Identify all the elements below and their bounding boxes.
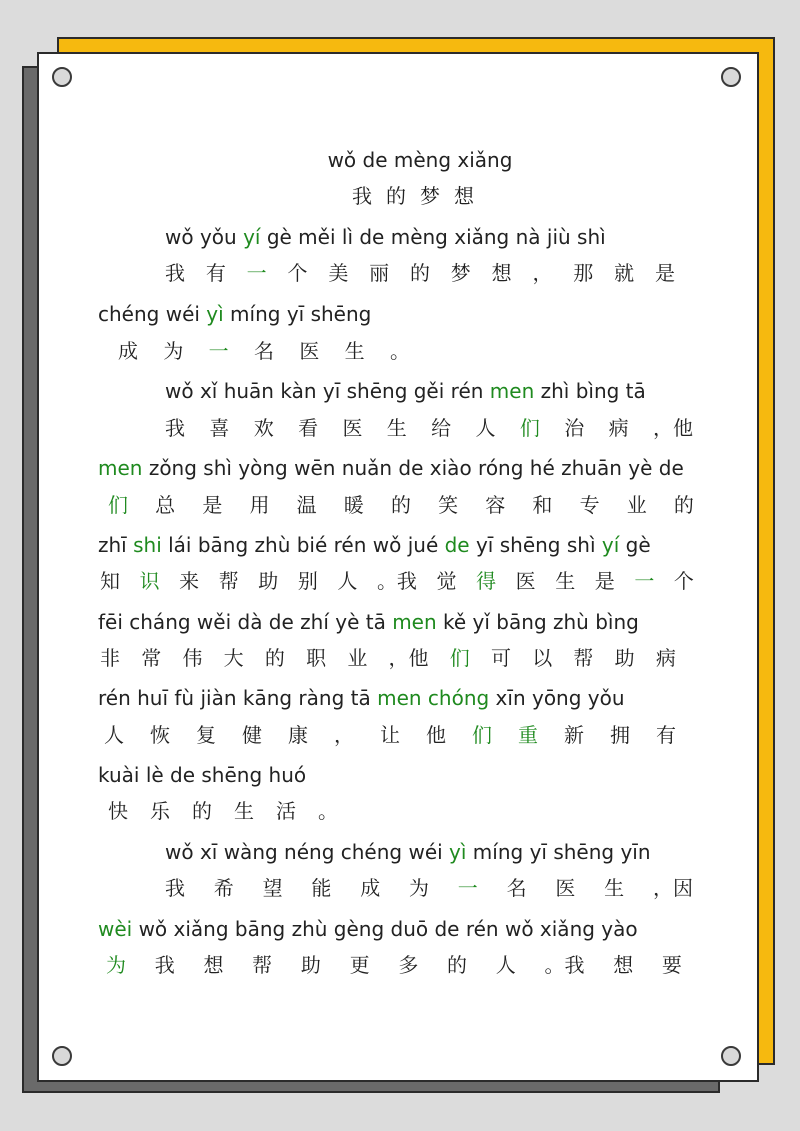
hanzi-char: 个 [673, 569, 694, 593]
hanzi-line [100, 644, 676, 672]
title-pinyin: wǒ de mèng xiǎng [327, 148, 513, 172]
hanzi-char: ，他 [652, 416, 693, 440]
hanzi-char: 温 [296, 493, 317, 517]
pinyin-highlight: men [489, 379, 535, 403]
pinyin-highlight: men [392, 610, 437, 634]
hanzi-char: 的 [192, 799, 212, 823]
hanzi-line [165, 874, 693, 902]
pinyin-highlight: yí [601, 533, 620, 557]
pinyin-line: kuài lè de shēng huó [98, 763, 307, 787]
hanzi-char: 病 [608, 416, 629, 440]
pinyin-text: kě yǐ bāng zhù bìng [436, 610, 639, 634]
hanzi-char: 我 [154, 953, 175, 977]
hanzi-line [118, 337, 410, 365]
pinyin-line [98, 608, 698, 636]
hanzi-char: 的 [264, 646, 285, 670]
hanzi-char-highlight: 识 [139, 569, 160, 593]
hanzi-char: 医 [299, 339, 320, 363]
hanzi-char: 他 [426, 723, 446, 747]
hanzi-char-highlight: 一 [246, 261, 267, 285]
pinyin-highlight: wèi [98, 917, 133, 941]
hanzi-char-highlight: 重 [518, 723, 538, 747]
hanzi-char: 想 [203, 953, 224, 977]
hanzi-char: 医 [515, 569, 536, 593]
hanzi-char: 是 [654, 261, 675, 285]
hanzi-char: 为 [163, 339, 184, 363]
pinyin-text: rén huī fù jiàn kāng ràng tā [98, 686, 378, 710]
hanzi-char: 的 [390, 493, 411, 517]
hanzi-line [106, 951, 682, 979]
hanzi-char: 。我 [544, 953, 585, 977]
hanzi-char: 新 [564, 723, 584, 747]
hanzi-char: 就 [614, 261, 635, 285]
hanzi-char: ， [334, 723, 354, 747]
hanzi-char: 能 [311, 876, 332, 900]
pinyin-text: chéng wéi [98, 302, 207, 326]
hanzi-char: 要 [661, 953, 682, 977]
pinyin-text: xīn yōng yǒu [489, 686, 625, 710]
hanzi-char: 想 [491, 261, 512, 285]
hanzi-char: 别 [297, 569, 318, 593]
hanzi-char-highlight: 一 [457, 876, 478, 900]
hanzi-char: 想 [613, 953, 634, 977]
hanzi-char: 可 [490, 646, 511, 670]
hanzi-char: 康 [288, 723, 308, 747]
pinyin-text: gè měi lì de mèng xiǎng nà jiù shì [260, 225, 606, 249]
pinyin-text: míng yī shēng yīn [466, 840, 651, 864]
hanzi-char: 那 [573, 261, 594, 285]
hanzi-char: ， [532, 261, 553, 285]
hanzi-char: 笑 [438, 493, 459, 517]
hanzi-char-highlight: 为 [106, 953, 126, 977]
hanzi-char: 喜 [209, 416, 230, 440]
hanzi-char: 的 [447, 953, 468, 977]
pinyin-line [98, 454, 698, 482]
title-hanzi: 我的梦想 [352, 184, 488, 208]
hanzi-char: 病 [655, 646, 676, 670]
hanzi-char: 望 [262, 876, 283, 900]
pinyin-highlight: men chóng [377, 686, 490, 710]
hanzi-char-highlight: 一 [208, 339, 229, 363]
hanzi-char: 有 [656, 723, 676, 747]
pinyin-text: yī shēng shì [469, 533, 602, 557]
hanzi-line [108, 797, 338, 825]
hanzi-char-highlight: 们 [472, 723, 492, 747]
hanzi-char: 恢 [150, 723, 170, 747]
hanzi-char: 为 [408, 876, 429, 900]
hanzi-char: 多 [398, 953, 419, 977]
hanzi-char: 更 [349, 953, 370, 977]
hanzi-char: 。 [389, 339, 410, 363]
hanzi-char: 人 [337, 569, 358, 593]
pinyin-text: míng yī shēng [223, 302, 372, 326]
hanzi-char: 业 [347, 646, 368, 670]
hanzi-char: 成 [360, 876, 381, 900]
pinyin-text: gè [619, 533, 651, 557]
hanzi-char: 帮 [573, 646, 594, 670]
hanzi-char: 欢 [253, 416, 274, 440]
hanzi-char: 。 [318, 799, 338, 823]
hanzi-char: 复 [196, 723, 216, 747]
hanzi-char: 容 [485, 493, 506, 517]
pinyin-text: zǒng shì yòng wēn nuǎn de xiào róng hé zhuān yè de [142, 456, 684, 480]
pinyin-highlight: yì [206, 302, 224, 326]
pinyin-text: lái bāng zhù bié rén wǒ jué [161, 533, 445, 557]
hanzi-char: 名 [506, 876, 527, 900]
pinyin-highlight: de [444, 533, 470, 557]
hanzi-char: 。我 [376, 569, 417, 593]
hanzi-char: 常 [141, 646, 162, 670]
hanzi-char: 帮 [218, 569, 239, 593]
hanzi-char: 觉 [436, 569, 457, 593]
hanzi-char: 暖 [343, 493, 364, 517]
hanzi-char-highlight: 一 [634, 569, 655, 593]
hanzi-char: 健 [242, 723, 262, 747]
hanzi-char: 来 [179, 569, 200, 593]
hanzi-char: 是 [594, 569, 615, 593]
pinyin-text: zhì bìng tā [534, 379, 646, 403]
hanzi-char: 和 [532, 493, 553, 517]
hanzi-char: 助 [258, 569, 279, 593]
hanzi-char: 我 [165, 416, 185, 440]
pinyin-text: zhī [98, 533, 134, 557]
hanzi-line [100, 567, 694, 595]
hanzi-char: 生 [344, 339, 365, 363]
hanzi-char: 快 [108, 799, 128, 823]
hanzi-char: 职 [306, 646, 327, 670]
pinyin-line [165, 223, 698, 251]
hanzi-char: 让 [380, 723, 400, 747]
hanzi-char: 伟 [182, 646, 203, 670]
hanzi-char: 梦 [450, 261, 471, 285]
hanzi-char: 成 [118, 339, 138, 363]
hanzi-char: 的 [409, 261, 430, 285]
hanzi-char: 生 [234, 799, 254, 823]
hanzi-char: 活 [276, 799, 296, 823]
hanzi-char: 用 [249, 493, 270, 517]
hanzi-char: 希 [213, 876, 234, 900]
hanzi-char: 丽 [369, 261, 390, 285]
pinyin-text: wǒ xǐ huān kàn yī shēng gěi rén [165, 379, 490, 403]
hanzi-char: 名 [253, 339, 274, 363]
hanzi-char: 非 [100, 646, 120, 670]
hanzi-line [165, 259, 675, 287]
hanzi-char: 专 [579, 493, 600, 517]
hanzi-line [104, 721, 676, 749]
hanzi-char: 乐 [150, 799, 170, 823]
hanzi-char: 看 [298, 416, 319, 440]
pinyin-highlight: shi [133, 533, 162, 557]
hanzi-char: 总 [155, 493, 176, 517]
pinyin-text: wǒ xī wàng néng chéng wéi [165, 840, 450, 864]
hanzi-char: 个 [287, 261, 308, 285]
hanzi-char: 知 [100, 569, 120, 593]
hanzi-char: 生 [555, 569, 576, 593]
pinyin-highlight: yí [243, 225, 261, 249]
hanzi-char: 美 [328, 261, 349, 285]
hanzi-char: 我 [165, 261, 185, 285]
hanzi-char: 给 [431, 416, 452, 440]
hanzi-char: 人 [104, 723, 124, 747]
pinyin-text: wǒ yǒu [165, 225, 244, 249]
pinyin-line [98, 531, 698, 559]
hanzi-char-highlight: 们 [519, 416, 540, 440]
hanzi-char-highlight: 们 [449, 646, 470, 670]
pinyin-line [98, 915, 698, 943]
hanzi-char: 以 [532, 646, 553, 670]
hanzi-char-highlight: 得 [476, 569, 497, 593]
hanzi-char: 生 [604, 876, 625, 900]
hanzi-char: 助 [614, 646, 635, 670]
pinyin-line [165, 377, 698, 405]
hanzi-char: 医 [555, 876, 576, 900]
hanzi-char: 人 [475, 416, 496, 440]
pinyin-text: wǒ xiǎng bāng zhù gèng duō de rén wǒ xiǎng yào [132, 917, 638, 941]
hanzi-char: 是 [202, 493, 223, 517]
hanzi-line [108, 491, 694, 519]
pinyin-line [98, 300, 698, 328]
hanzi-char: 有 [205, 261, 226, 285]
hanzi-char: 的 [673, 493, 694, 517]
hanzi-char: 业 [626, 493, 647, 517]
hanzi-char: ，因 [652, 876, 693, 900]
hanzi-char: 生 [386, 416, 407, 440]
pinyin-highlight: yì [449, 840, 467, 864]
pinyin-highlight: men [98, 456, 143, 480]
pinyin-line [165, 838, 698, 866]
hanzi-char: 助 [300, 953, 321, 977]
hanzi-char-highlight: 们 [108, 493, 128, 517]
hanzi-char: 帮 [252, 953, 273, 977]
hanzi-char: 大 [223, 646, 244, 670]
hanzi-char: ，他 [388, 646, 429, 670]
hanzi-char: 治 [564, 416, 585, 440]
pinyin-text: fēi cháng wěi dà de zhí yè tā [98, 610, 393, 634]
hanzi-char: 人 [495, 953, 516, 977]
hanzi-char: 我 [165, 876, 185, 900]
pinyin-line [98, 684, 698, 712]
hanzi-char: 拥 [610, 723, 630, 747]
hanzi-char: 医 [342, 416, 363, 440]
hanzi-line [165, 414, 693, 442]
